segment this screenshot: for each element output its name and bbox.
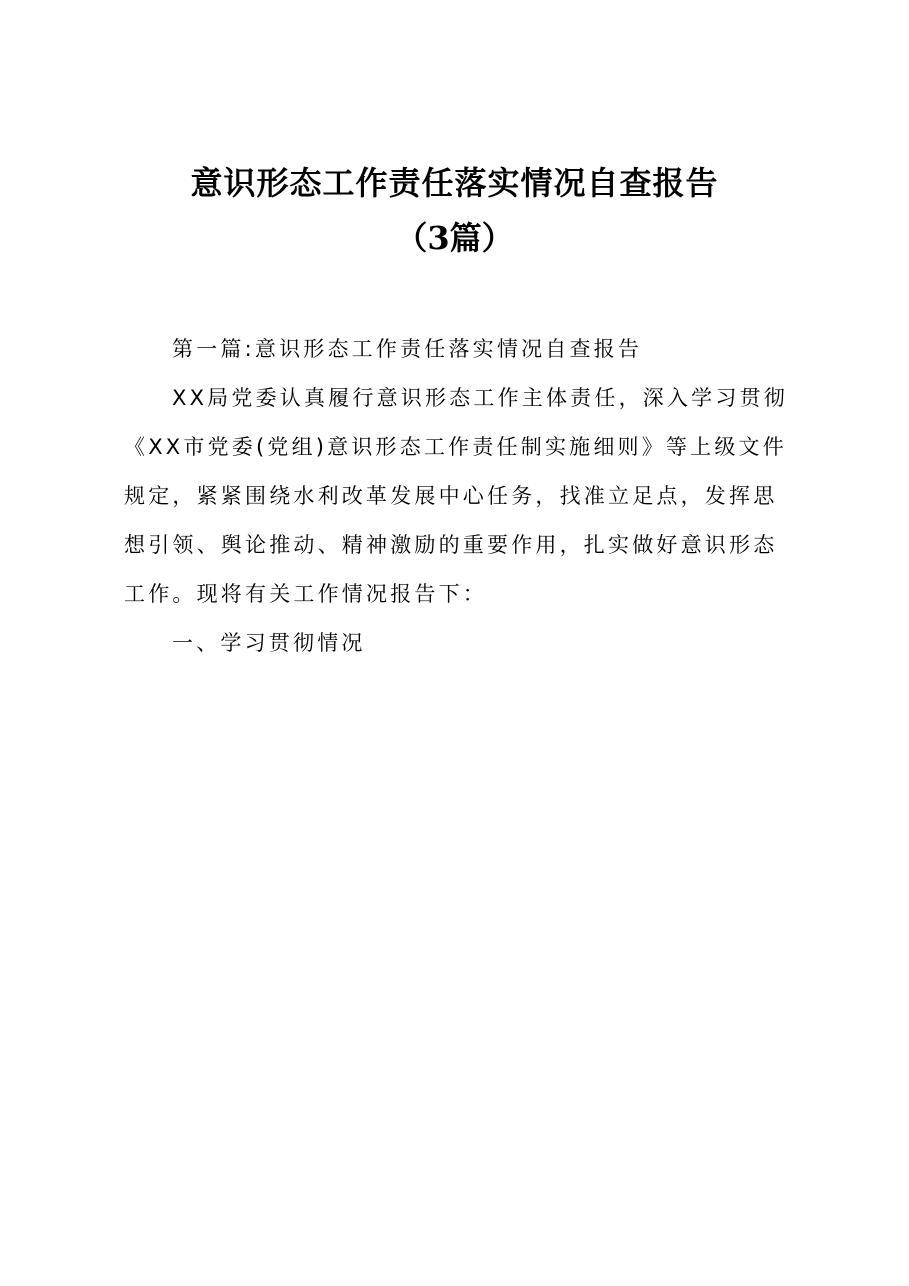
document-title: 意识形态工作责任落实情况自查报告	[190, 164, 719, 202]
sub-heading: 一、学习贯彻情况	[172, 631, 366, 655]
document-subtitle: （3篇）	[395, 219, 514, 257]
paragraph-line: 《XX市党委(党组)意识形态工作责任制实施细则》等上级文件	[124, 435, 787, 459]
document-body	[124, 325, 800, 668]
paragraph-line: 规定，紧紧围绕水利改革发展中心任务，找准立足点，发挥思	[124, 484, 778, 508]
paragraph-line: XX局党委认真履行意识形态工作主体责任，深入学习贯彻	[172, 386, 788, 410]
section-heading: 第一篇:意识形态工作责任落实情况自查报告	[172, 337, 643, 361]
paragraph-line: 工作。现将有关工作情况报告下：	[124, 582, 487, 606]
paragraph-line: 想引领、舆论推动、精神激励的重要作用，扎实做好意识形态	[124, 533, 778, 557]
